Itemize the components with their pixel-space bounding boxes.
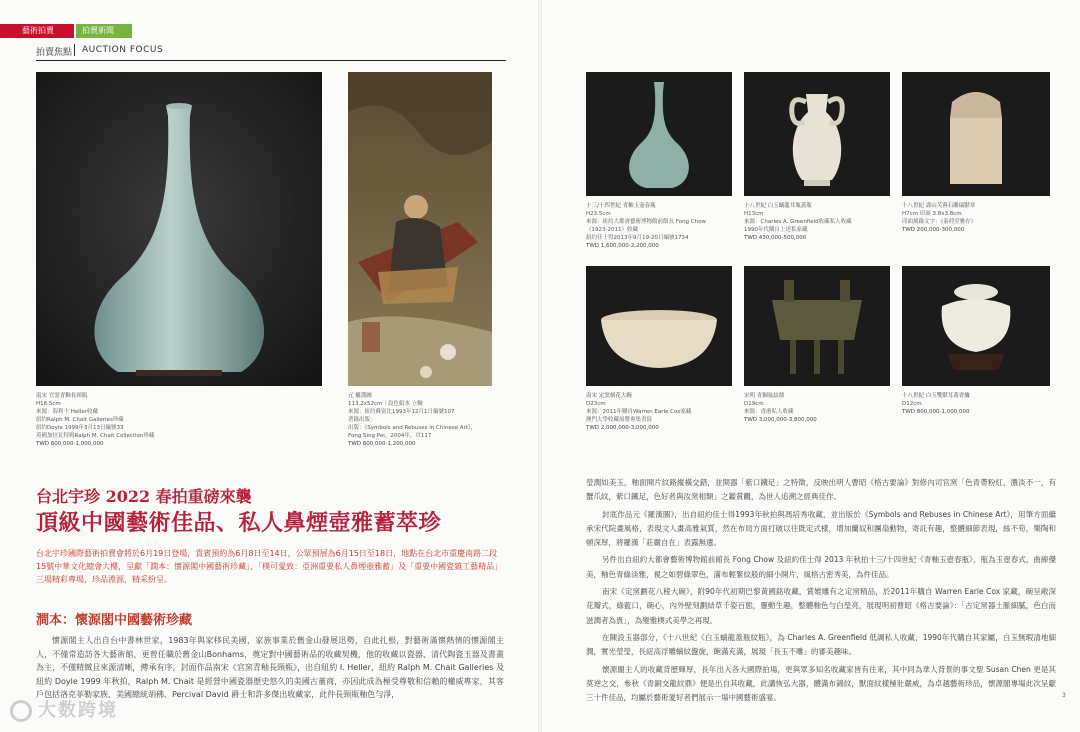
caption-line: 113.2x52cm｜設色絹本 立軸: [348, 401, 423, 407]
caption-line: H7cm 印面 3.8x3.8cm: [902, 211, 962, 217]
caption-jade-vase: [744, 202, 894, 242]
article-intro: 台北宇珍國際藝術拍賣會將於6月19日登場，貴賓預約為6月8日至14日，公眾預展為6月15日至18日，地點在台北市重慶南路二段15號中華文化總會大樓，呈獻「澗本：懷源閣中國藝術珍藏」、「樸可愛致：亞洲重要私人鼻煙壺雅蓄」及「重要中國瓷雜工藝精品」三場精彩專場，珍品淵源，精采紛呈。: [36, 549, 503, 584]
caption-title: 南宋 官窯青釉長頸瓶: [36, 393, 88, 399]
caption-title: 十八世紀 白玉螭龍耳瓶蓋瓶: [744, 203, 812, 209]
caption-bronze-ding: [744, 392, 894, 424]
caption-line: 1990年代購自上述私家藏: [744, 227, 808, 233]
caption-line: 來源：Charles A. Greenfield收藏私人收藏: [744, 219, 852, 225]
caption-line: 印面刻錄文字：《泰荷堂雅存》: [902, 219, 977, 225]
body-text-left: 懷源閣主人出自台中書林世家，1983年與家移民美國，家族事業於舊金山發展迅勢，自此扎根，對藝術滿懷熱情的懷源閣主人，不僅常造訪各大藝術館，更曾任職於舊金山Bonhams，奠定對中國藝術品的收藏契機，他的收藏以瓷器、清代陶瓷玉器及書畫為主，不僅精緻且來源清晰，傳承有序，封面作品南宋《官窯青釉長頸瓶》，出自紐約 I. Heller、紐約 Ralph M. Chait Galleries 及紐約 Doyle 1999 年秋拍，Ralph M. Chait 是經營中國瓷器歷史悠久的美國古董商，亦因此成為極受尊敬和信賴的權威專家，其客戶包括洛克菲勒家族、美國總統胡佛、Percival David 爵士和許多傑出收藏家，此件長頸瓶釉色勻淨，: [36, 636, 504, 699]
body-text-right: [586, 476, 1056, 708]
body-paragraph: 封底作品元《羅漢圖》，出自紐約佳士得1993年秋拍與馮培秀收藏，並出版於《Symbols and Rebuses in Chinese Art》，用筆方面繼承宋代院畫風格，表現文人畫高雅氣質，然在布局方面打破以往既定式樣，增加蘭奴和團扇動物，寄託有趣，整體細節表現，絲不苟，樂陶和頓深厚，將羅漢「莊嚴自在」表露無遺。: [586, 509, 1056, 548]
celadon-vase-photo: [586, 72, 732, 196]
caption-price: TWD 1,600,000-2,200,000: [586, 243, 659, 249]
section-label-en: AUCTION FOCUS: [82, 45, 164, 55]
caption-ding-bowl: [586, 392, 736, 432]
caption-line: D12cm: [902, 401, 922, 407]
caption-line: 來源：紐約蘇富比1993年12月1日編號107: [348, 409, 455, 415]
caption-price: TWD 200,000-300,000: [902, 227, 965, 233]
body-paragraph: 另件出自紐約大都會藝術博物館前館長 Fong Chow 及紐約佳士得 2013 年秋拍十三/十四世紀《青釉玉壺春瓶》，瓶為玉壺春式，曲線優美，釉色青綠淡雅，視之如碧綠翠色，滿布輕緊紋般的細小開片，風格古密秀美，為件佳品。: [586, 555, 1056, 579]
caption-title: 南宋 定窯刻花大碗: [586, 393, 632, 399]
caption-celadon-vase: [586, 202, 736, 250]
article-subtitle: 台北宇珍 2022 春拍重磅來襲: [36, 487, 252, 506]
category-tag-green: 拍賣新聞: [76, 24, 132, 38]
caption-line: 紐約佳士得2013年9月19-20日編號1734: [586, 235, 689, 241]
caption-line: Fong Sing Pei，2004年，頁117: [348, 433, 432, 439]
caption-title: 十八世紀 壽山芙蓉石雕瑞獸章: [902, 203, 976, 209]
caption-line: 來源：香港私人收藏: [744, 409, 794, 415]
body-paragraph: 瑩潤如美玉，釉面開片紋路縱橫交錯，並開器「紫口鐵足」之特徵，反映出明人曹昭《格古要論》對修內司官窯「色青帶粉紅，濃淡不一，有蟹爪紋，紫口鐵足，色好者與汝窯相類」之鑑賞觀，為世人追溯之經典佳作。: [586, 478, 1056, 502]
caption-line: 來源：海利十 Heller收藏: [36, 409, 98, 415]
caption-soapstone-seal: [902, 202, 1052, 234]
watermark-text: 大数跨境: [38, 700, 118, 721]
caption-title: 元 羅漢圖: [348, 393, 372, 399]
arhat-painting-photo: [348, 72, 492, 386]
caption-price: TWD 800,000-1,000,000: [902, 409, 970, 415]
vase-photo: [36, 72, 322, 386]
caption-line: 紐約Ralph M. Chait Galleries珍藏: [36, 417, 124, 423]
caption-line: 來源：紐約大都會藝術博物館前館長 Fong Chow: [586, 219, 706, 225]
caption-line: 著錄出版：: [348, 417, 376, 423]
bronze-ding-photo: [744, 266, 890, 386]
caption-price: TWD 3,000,000-3,800,000: [744, 417, 817, 423]
caption-line: 澳門大學收藏展覽專集書寫: [586, 417, 653, 423]
caption-jade-censer: [902, 392, 1052, 416]
page-number: 3: [1062, 692, 1066, 699]
section-label-cn: 拍賣焦點: [36, 48, 73, 58]
watermark: [10, 696, 118, 722]
article-title: 頂級中國藝術佳品、私人鼻煙壺雅蓄萃珍: [36, 510, 442, 536]
body-paragraph: 懷源閣主人的收藏背歷輝厚，長年出入各大國際拍場，更與眾多知名收藏家皆有往來，其中同為華人背景的事文聖 Susan Chen 更是其莫逆之交，參秋《青銅交龍紋鼎》便是出自其收藏，此講恢弘大器，體滿布錦紋，獸面紋樣極壯嚴威，為卓越藝術珍品，懷源閣專場此次呈獻三十件佳品，均屬於藝術愛好者們展示一場中國藝術盛宴。: [586, 664, 1056, 703]
caption-price: TWD 800,000-1,000,000: [36, 441, 104, 447]
caption-title: 十三/十四世紀 青釉玉壺春瓶: [586, 203, 656, 209]
caption-title: 宋明 青銅弦紋鼎: [744, 393, 785, 399]
soapstone-seal-photo: [902, 72, 1050, 196]
caption-price: TWD 430,000-500,000: [744, 235, 807, 241]
body-paragraph: 南宋《定窯劃花八稜大碗》，附90年代初期巴黎黃國銘收藏，賞媲雕有之定窯精品，於2011年購自 Warren Earle Cox 家藏，碗呈敞深花瓣式，綠藍口，碗心，內外壁刻劃結草千姿百態，靈動生趣，整體釉色勻白瑩亮，展現明初曹昭《格古要論》：「古定窯器土脈細膩，色白而滋潤者為貴」，為變雅樸式美學之再現。: [586, 587, 1056, 625]
caption-line: 紐約Doyle 1999年3月13日編號33: [36, 425, 124, 431]
caption-price: TWD 800,000-1,200,000: [348, 441, 416, 447]
caption-line: D23cm: [586, 401, 606, 407]
jade-vase-photo: [744, 72, 890, 196]
caption-line: 來源：2011年購自Warren Earle Cox家藏: [586, 409, 692, 415]
watermark-logo-icon: [10, 700, 32, 722]
caption-vase: [36, 392, 236, 448]
caption-line: 英國加拉瓦特姆Ralph M. Chait Collection珍藏: [36, 433, 155, 439]
category-tag-red: 藝術拍賣: [0, 24, 74, 38]
caption-title: 十八世紀 白玉雙獸耳蓋香爐: [902, 393, 970, 399]
caption-line: （1923-2011）收藏: [586, 227, 638, 233]
header-rule: [36, 60, 506, 61]
caption-line: H13cm: [744, 211, 764, 217]
jade-censer-photo: [902, 266, 1050, 386]
section-heading: 澗本：懷源閣中國藝術珍藏: [36, 613, 193, 628]
ding-bowl-photo: [586, 266, 732, 386]
caption-line: D19cm: [744, 401, 764, 407]
caption-painting: [348, 392, 508, 448]
section-separator: [74, 44, 75, 56]
body-paragraph: 在陳設玉器部分，《十八世紀《白玉螭龍蓋瓶紋瓶》，為 Charles A. Greenfield 低調私人收藏，1990年代購自其家屬，白玉無瑕清地細潤，實光瑩瑩，長紐高浮雕螭紋盤旋，飽滿充滿，展現「長玉不雕」的審美趣味。: [586, 632, 1056, 657]
caption-line: 出版：《Symbols and Rebuses in Chinese Art》，: [348, 425, 477, 431]
caption-line: H23.5cm: [586, 211, 611, 217]
caption-price: TWD 2,000,000-3,000,000: [586, 425, 659, 431]
caption-line: H18.5cm: [36, 401, 61, 407]
